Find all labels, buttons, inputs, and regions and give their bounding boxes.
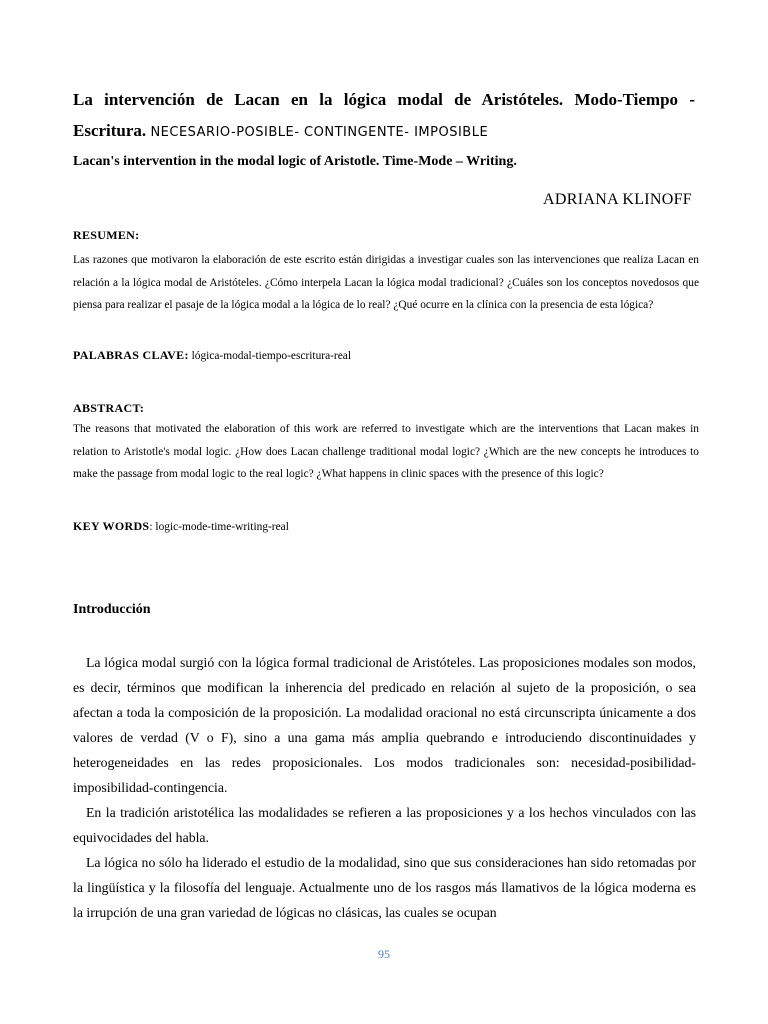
body-text	[73, 650, 696, 925]
key-words	[73, 515, 699, 538]
author-name: ADRIANA KLINOFF	[543, 191, 692, 208]
palabras-clave-label: PALABRAS CLAVE:	[73, 348, 189, 362]
abstract-text: The reasons that motivated the elaboration of this work are referred to investigate which are the interventions that Lacan makes in relation to Aristotle's modal logic. ¿How does Lacan challenge traditional modal logic? ¿Which are the new concepts he introduces to make the passage from modal logic to the real logic? ¿What happens in clinic spaces with the presence of this logic?	[73, 423, 699, 481]
key-words-text: : logic-mode-time-writing-real	[149, 521, 289, 533]
document-title	[73, 84, 695, 148]
body-paragraph: La lógica no sólo ha liderado el estudio de la modalidad, sino que sus consideraciones han sido retomadas por la lingüística y la filosofía del lenguaje. Actualmente uno de los rasgos más llamativos de la lógica moderna es la irrupción de una gran variedad de lógicas no clásicas, las cuales se ocupan	[73, 855, 696, 920]
palabras-clave	[73, 344, 699, 367]
palabras-clave-text: lógica-modal-tiempo-escritura-real	[188, 350, 351, 362]
title-text: La intervención de Lacan en la lógica modal de Aristóteles. Modo-Tiempo - Escritura.	[73, 90, 695, 140]
key-words-label: KEY WORDS	[73, 519, 150, 533]
page-number: 95	[378, 947, 390, 961]
body-paragraph: La lógica modal surgió con la lógica formal tradicional de Aristóteles. Las proposiciones modales son modos, es decir, términos que modifican la inherencia del predicado en relación al sujeto de la proposición, o sea afectan a toda la composición de la proposición. La modalidad oracional no está circunscripta únicamente a dos valores de verdad (V o F), sino a una gama más amplia quebrando e introduciendo discontinuidades y heterogeneidades en las redes proposicionales. Los modos tradicionales son: necesidad-posibilidad-imposibilidad-contingencia.	[73, 655, 696, 795]
section-heading-introduccion: Introducción	[73, 602, 151, 617]
resumen-label: RESUMEN:	[73, 228, 140, 242]
abstract-label: ABSTRACT:	[73, 401, 145, 415]
english-subtitle: Lacan's intervention in the modal logic of Aristotle. Time-Mode – Writing.	[73, 154, 517, 169]
body-paragraph: En la tradición aristotélica las modalidades se refieren a las proposiciones y a los hechos vinculados con las equivocidades del habla.	[73, 805, 696, 845]
title-glyph-line: NECESARIO-POSIBLE- CONTINGENTE- IMPOSIBLE	[150, 125, 489, 140]
resumen-text: Las razones que motivaron la elaboración de este escrito están dirigidas a investigar cuales son las intervenciones que realiza Lacan en relación a la lógica modal de Aristóteles. ¿Cómo interpela Lacan la lógica modal tradicional? ¿Cuáles son los conceptos novedosos que piensa para realizar el pasaje de la lógica modal a la lógica de lo real? ¿Qué ocurre en la clínica con la presencia de esta lógica?	[73, 254, 699, 312]
